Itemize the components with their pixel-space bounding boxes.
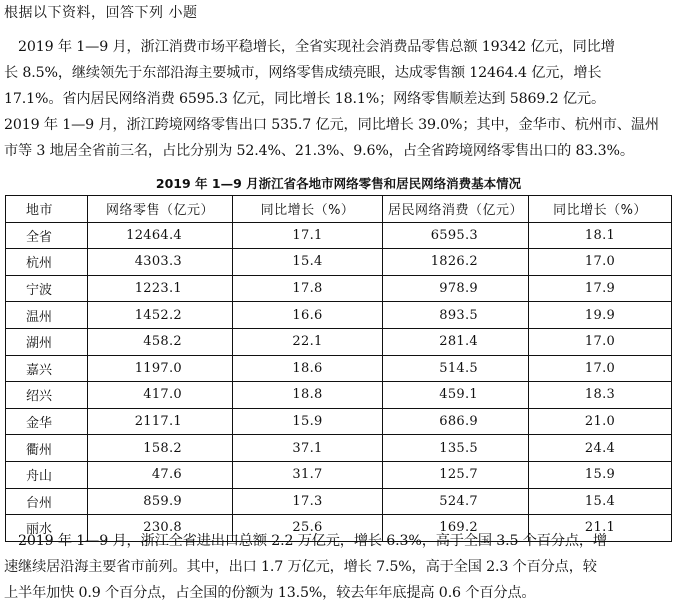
- intro-line: 2019 年 1—9 月，浙江跨境网络零售出口 535.7 亿元，同比增长 39.0%；其中，金华市、杭州市、温州: [4, 117, 659, 133]
- cell-retail-growth: 15.4: [233, 249, 383, 276]
- cell-retail: 417.0: [88, 382, 233, 409]
- cell-retail: 1452.2: [88, 302, 233, 329]
- cell-consumption-growth: 21.0: [529, 408, 672, 435]
- cell-consumption: 978.9: [383, 275, 529, 302]
- cell-consumption-growth: 17.0: [529, 328, 672, 355]
- cell-retail: 230.8: [88, 515, 233, 542]
- cell-city: 温州: [6, 302, 88, 329]
- table-row: [6, 222, 672, 249]
- cell-retail-growth: 25.6: [233, 515, 383, 542]
- cell-consumption: 281.4: [383, 328, 529, 355]
- data-table: [5, 195, 672, 542]
- cell-city: 嘉兴: [6, 355, 88, 382]
- header-retail: 网络零售（亿元）: [88, 196, 233, 223]
- cell-consumption-growth: 17.9: [529, 275, 672, 302]
- cell-city: 衢州: [6, 435, 88, 462]
- cell-consumption-growth: 18.3: [529, 382, 672, 409]
- table-title: 2019 年 1—9 月浙江省各地市网络零售和居民网络消费基本情况: [155, 176, 522, 191]
- outro-line: 2019 年 1—9 月，浙江全省进出口总额 2.2 万亿元，增长 6.3%，高于全国 3.5 个百分点，增: [4, 533, 607, 549]
- cell-consumption-growth: 17.0: [529, 249, 672, 276]
- cell-retail-growth: 15.9: [233, 408, 383, 435]
- cell-city: 金华: [6, 408, 88, 435]
- table-row: [6, 488, 672, 515]
- cell-retail: 2117.1: [88, 408, 233, 435]
- cell-consumption: 169.2: [383, 515, 529, 542]
- cell-city: 宁波: [6, 275, 88, 302]
- cell-retail-growth: 17.8: [233, 275, 383, 302]
- cell-consumption-growth: 21.1: [529, 515, 672, 542]
- table-row: [6, 408, 672, 435]
- table-row: [6, 355, 672, 382]
- cell-retail-growth: 37.1: [233, 435, 383, 462]
- cell-city: 丽水: [6, 515, 88, 542]
- cell-consumption: 686.9: [383, 408, 529, 435]
- cell-city: 杭州: [6, 249, 88, 276]
- intro-line: 长 8.5%，继续领先于东部沿海主要城市，网络零售成绩亮眼，达成零售额 12464.4 亿元，增长: [4, 65, 602, 81]
- table-row: [6, 249, 672, 276]
- cell-consumption: 459.1: [383, 382, 529, 409]
- intro-paragraph: [4, 34, 672, 164]
- cell-retail: 4303.3: [88, 249, 233, 276]
- cell-consumption: 6595.3: [383, 222, 529, 249]
- outro-line: 上半年加快 0.9 个百分点，占全国的份额为 13.5%，较去年年底提高 0.6 个百分点。: [4, 585, 536, 601]
- cell-retail: 1197.0: [88, 355, 233, 382]
- cell-consumption: 514.5: [383, 355, 529, 382]
- cell-consumption-growth: 15.9: [529, 461, 672, 488]
- outro-line: 速继续居沿海主要省市前列。其中，出口 1.7 万亿元，增长 7.5%，高于全国 2.3 个百分点，较: [4, 559, 597, 575]
- header-city: 地市: [6, 196, 88, 223]
- cell-retail: 1223.1: [88, 275, 233, 302]
- table-row: [6, 435, 672, 462]
- header-retail-growth: 同比增长（%）: [233, 196, 383, 223]
- cell-retail-growth: 16.6: [233, 302, 383, 329]
- cell-retail: 47.6: [88, 461, 233, 488]
- cell-retail-growth: 18.6: [233, 355, 383, 382]
- cell-consumption: 125.7: [383, 461, 529, 488]
- table-row: [6, 328, 672, 355]
- cell-city: 台州: [6, 488, 88, 515]
- cell-retail-growth: 17.3: [233, 488, 383, 515]
- cell-city: 舟山: [6, 461, 88, 488]
- intro-line: 2019 年 1—9 月，浙江消费市场平稳增长，全省实现社会消费品零售总额 19342 亿元，同比增: [4, 39, 615, 55]
- cell-retail-growth: 18.8: [233, 382, 383, 409]
- table-header-row: [6, 196, 672, 223]
- table-row: [6, 302, 672, 329]
- cell-consumption-growth: 24.4: [529, 435, 672, 462]
- cell-retail-growth: 22.1: [233, 328, 383, 355]
- cell-retail: 12464.4: [88, 222, 233, 249]
- cell-city: 绍兴: [6, 382, 88, 409]
- cell-retail: 458.2: [88, 328, 233, 355]
- outro-paragraph: [4, 528, 672, 606]
- cell-retail-growth: 17.1: [233, 222, 383, 249]
- cell-consumption-growth: 18.1: [529, 222, 672, 249]
- header-consumption-growth: 同比增长（%）: [529, 196, 672, 223]
- intro-line: 17.1%。省内居民网络消费 6595.3 亿元，同比增长 18.1%；网络零售顺差达到 5869.2 亿元。: [4, 91, 605, 107]
- cell-consumption: 893.5: [383, 302, 529, 329]
- table-row: [6, 382, 672, 409]
- table-row: [6, 461, 672, 488]
- cell-consumption: 1826.2: [383, 249, 529, 276]
- cell-city: 全省: [6, 222, 88, 249]
- cell-retail-growth: 31.7: [233, 461, 383, 488]
- table-row: [6, 275, 672, 302]
- header-consumption: 居民网络消费（亿元）: [383, 196, 529, 223]
- cell-consumption: 524.7: [383, 488, 529, 515]
- cell-city: 湖州: [6, 328, 88, 355]
- intro-line: 市等 3 地居全省前三名，占比分别为 52.4%、21.3%、9.6%，占全省跨境网络零售出口的 83.3%。: [4, 143, 634, 159]
- cell-retail: 859.9: [88, 488, 233, 515]
- question-instruction: 根据以下资料，回答下列 小题: [4, 5, 198, 21]
- cell-consumption-growth: 15.4: [529, 488, 672, 515]
- cell-retail: 158.2: [88, 435, 233, 462]
- cell-consumption: 135.5: [383, 435, 529, 462]
- cell-consumption-growth: 17.0: [529, 355, 672, 382]
- cell-consumption-growth: 19.9: [529, 302, 672, 329]
